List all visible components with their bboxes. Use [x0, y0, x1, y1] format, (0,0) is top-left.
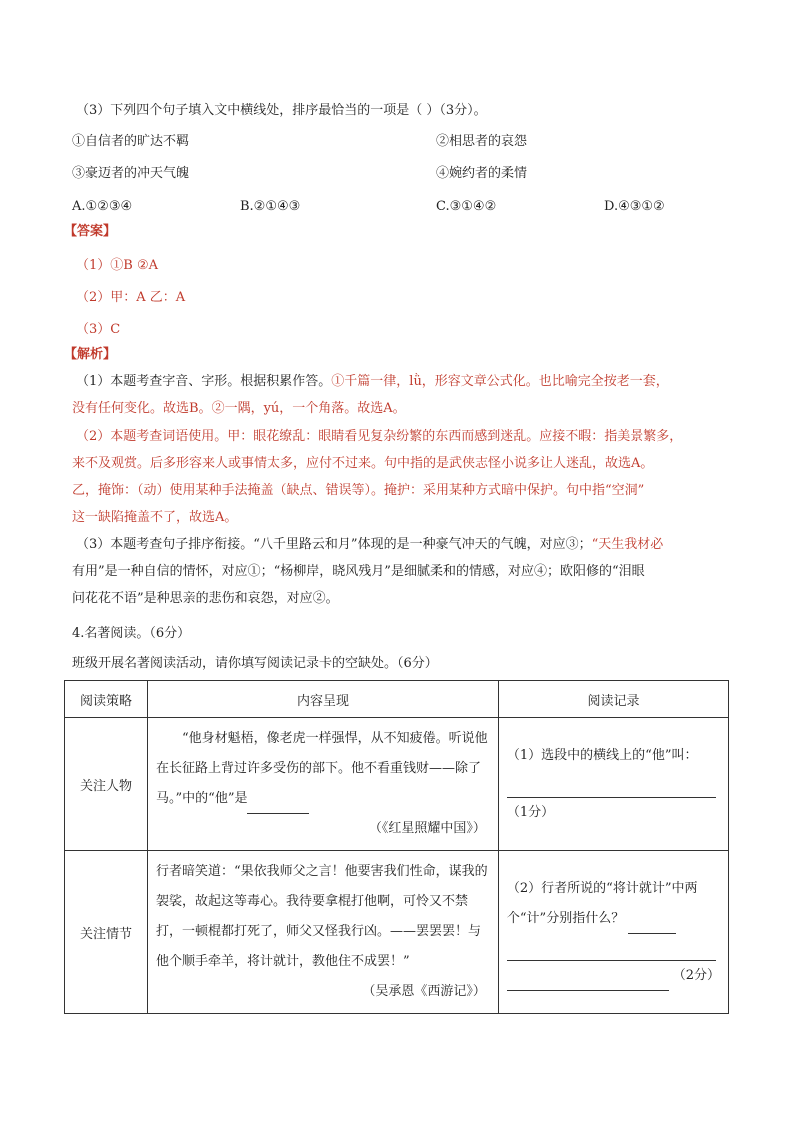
analysis-p2-line4: 这一缺陷掩盖不了，故选A。 — [72, 510, 238, 525]
excerpt-source: （吴承恩《西游记》） — [362, 984, 486, 999]
analysis-p2-line3: 乙，掩饰：（动）使用某种手法掩盖（缺点、错误等）。掩护：采用某种方式暗中保护。句中指“空洞” — [72, 483, 645, 498]
analysis-p3-line2 — [72, 562, 645, 582]
row-strategy: 关注人物 — [65, 718, 148, 851]
excerpt-source: （《红星照耀中国》） — [368, 821, 486, 836]
analysis-p3-text-2: “杨柳岸，晓风残月”是细腻柔和的情感，对应④；欧阳修的“泪眼 — [273, 564, 645, 579]
answer-1: （1）①B ②A — [76, 258, 158, 273]
excerpt-text: “他身材魁梧，像老虎一样强悍，从不知疲倦。听说他在长征路上背过许多受伤的部下。他不看重钱财——除了马。”中的“他”是 — [156, 731, 488, 806]
analysis-p2-line1: （2）本题考查词语使用。甲：眼花缭乱：眼睛看见复杂纷繁的东西而感到迷乱。应接不暇：指美景繁多， — [76, 429, 683, 444]
analysis-p3-line3: 问花花不语”是种思亲的悲伤和哀怨，对应②。 — [72, 591, 339, 606]
analysis-p1-detail-3: ②一隅，yú，一个角落。故选A。 — [211, 401, 406, 416]
sentence-1: ①自信者的旷达不羁 — [72, 134, 190, 149]
record-question: （2）行者所说的“将计就计”中两个“计”分别指什么？ — [506, 880, 698, 926]
header-strategy: 阅读策略 — [65, 681, 148, 718]
row-record — [498, 851, 728, 1014]
answer-line[interactable] — [507, 771, 716, 798]
option-a: A.①②③④ — [72, 199, 133, 214]
analysis-p1-intro: （1）本题考查字音、字形。根据积累作答。 — [76, 374, 332, 389]
record-score: （2分） — [672, 967, 720, 983]
analysis-p2-line2: 来不及观赏。后多形容来人或事情太多，应付不过来。句中指的是武侠志怪小说多让人迷乱，故选A。 — [72, 456, 654, 471]
question-4-intro: 班级开展名著阅读活动，请你填写阅读记录卡的空缺处。（6分） — [72, 656, 438, 671]
answer-line[interactable] — [507, 934, 716, 961]
question-3-stem: （3）下列四个句子填入文中横线处，排序最恰当的一项是（ ）（3分）。 — [76, 103, 487, 118]
row-strategy: 关注情节 — [65, 851, 148, 1014]
sentence-4: ④婉约者的柔情 — [436, 166, 528, 181]
row-content — [148, 851, 499, 1014]
answer-3: （3）C — [76, 322, 121, 337]
analysis-p3-intro: （3）本题考查句子排序衔接。“八千里路云和月”体现的是一种豪气冲天的气魄，对应③； — [76, 537, 592, 552]
table-row — [65, 718, 729, 851]
analysis-p3-detail: “天生我材必 — [591, 537, 664, 552]
answer-header: 【答案】 — [64, 224, 117, 239]
sentence-2: ②相思者的哀怨 — [436, 134, 528, 149]
fill-blank[interactable] — [247, 795, 309, 814]
header-content: 内容呈现 — [148, 681, 499, 718]
answer-line[interactable] — [507, 964, 669, 991]
option-b: B.②①④③ — [240, 199, 301, 214]
analysis-p1-detail: ①千篇一律，lǜ，形容文章公式化。也比喻完全按老一套， — [331, 374, 669, 389]
analysis-header: 【解析】 — [64, 347, 117, 362]
answer-2: （2）甲：A 乙：A — [76, 290, 186, 305]
option-d: D.④③①② — [604, 199, 665, 214]
row-content — [148, 718, 499, 851]
reading-record-table — [64, 680, 729, 1014]
table-header-row — [65, 681, 729, 718]
analysis-p1-line1 — [76, 372, 669, 392]
question-4-title: 4.名著阅读。（6分） — [72, 626, 191, 641]
record-score: （1分） — [506, 804, 555, 820]
header-record: 阅读记录 — [498, 681, 728, 718]
excerpt-text: 行者暗笑道：“果依我师父之言！他要害我们性命，谋我的袈裟，故起这等毒心。我待要拿棍打他啊，可怜又不禁打，一顿棍都打死了，师父又怪我行凶。——罢罢罢！与他个顺手牵羊，将计就计，教他住不成罢！” — [156, 864, 488, 969]
table-row — [65, 851, 729, 1014]
analysis-p1-detail-2: 没有任何变化。故选B。 — [72, 401, 212, 416]
analysis-p3-line1 — [76, 535, 663, 555]
fill-blank[interactable] — [628, 915, 676, 934]
sentence-3: ③豪迈者的冲天气魄 — [72, 166, 190, 181]
row-record — [498, 718, 728, 851]
record-question: （1）选段中的横线上的“他”叫： — [506, 747, 698, 763]
analysis-p3-text: 有用”是一种自信的情怀，对应①； — [72, 564, 274, 579]
option-c: C.③①④② — [436, 199, 497, 214]
analysis-p1-line2 — [72, 399, 406, 419]
